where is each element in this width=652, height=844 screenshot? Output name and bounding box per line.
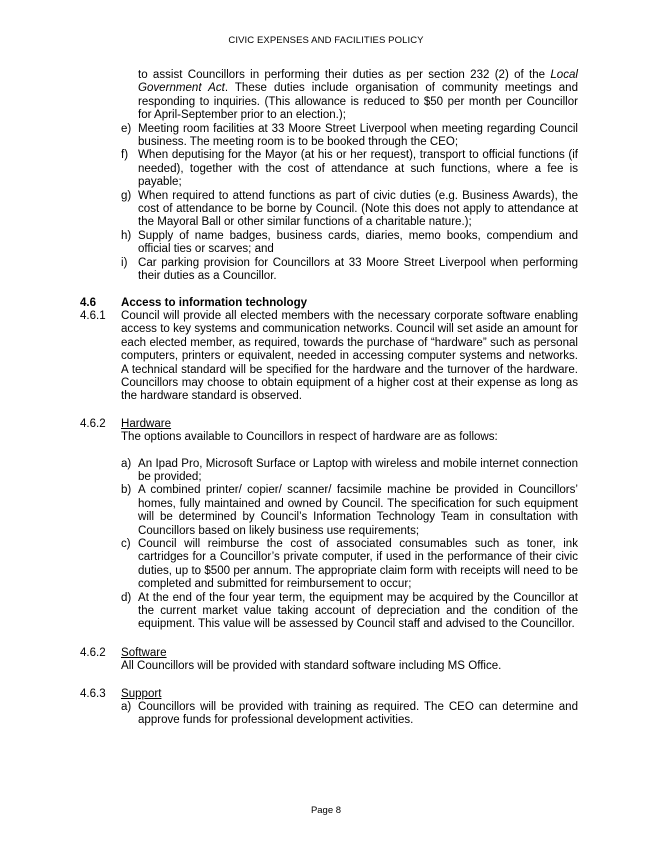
document-body (80, 69, 578, 728)
list-marker: f) (121, 149, 129, 162)
list-item: b) A combined printer/ copier/ scanner/ facsimile machine be provided in Councillors’ homes, fully maintained and owned by Council. The specification for such equipment will be determined by Council’s Information Technology Team in consultation with Councillors based on likely business use requirements; (121, 484, 578, 537)
page-number: Page 8 (310, 805, 342, 816)
list-marker: h) (121, 229, 132, 242)
clause-heading: Software (121, 646, 167, 659)
clause-4-6-1 (80, 310, 578, 404)
clause-heading: Hardware (121, 417, 172, 430)
list-item: d) At the end of the four year term, the equipment may be acquired by the Councillor at the current market value taking account of depreciation and the condition of the equipment. This value will be assessed by Council staff and advised to the Councillor. (121, 591, 578, 631)
section-title: Access to information technology (121, 296, 308, 309)
clause-4-6-2-hardware (80, 418, 578, 445)
clause-text: All Councillors will be provided with standard software including MS Office. (121, 660, 502, 673)
list-marker: g) (121, 189, 132, 202)
list-marker: c) (121, 538, 131, 550)
list-marker: a) (121, 457, 132, 470)
list-item: i) Car parking provision for Councillors at 33 Moore Street Liverpool when performing their duties as a Councillor. (121, 256, 578, 283)
list-marker: e) (121, 122, 132, 135)
section-number: 4.6 (80, 296, 97, 309)
act-name: Local Government Act (138, 69, 578, 95)
clause-number: 4.6.3 (80, 687, 106, 700)
clause-heading: Support (121, 687, 162, 700)
clause-text: Council will provide all elected members with the necessary corporate software enabling access to key systems and communication networks. Council will set aside an amount for each elected member, as required, towards the purchase of “hardware” such as personal computers, printers or equivalent, needed in accessing computer systems and networks. A technical standard will be specified for the hardware and the turnover of the hardware. Councillors may choose to obtain equipment of a higher cost at their expense as long as the hardware standard is observed. (121, 309, 578, 403)
clause-number: 4.6.1 (80, 309, 106, 322)
list-item: a) An Ipad Pro, Microsoft Surface or Laptop with wireless and mobile internet connection be provided; (121, 457, 578, 483)
list-marker: i) (121, 256, 128, 269)
list-item: c) Council will reimburse the cost of associated consumables such as toner, ink cartridges for a Councillor’s private computer, if used in the performance of their civic duties, up to $500 per annum. The appropriate claim form with receipts will need to be completed and submitted for reimbursement to occur; (121, 538, 578, 591)
list-item: a) Councillors will be provided with training as required. The CEO can determine and approve funds for professional development activities. (121, 701, 578, 727)
clause-4-6-3-support (80, 688, 578, 701)
clause-intro: The options available to Councillors in respect of hardware are as follows: (121, 431, 498, 444)
clause-4-6-2-software (80, 647, 578, 674)
clause-number: 4.6.2 (80, 646, 106, 659)
section-heading (80, 297, 578, 310)
list-marker: d) (121, 591, 132, 604)
running-header: CIVIC EXPENSES AND FACILITIES POLICY (228, 35, 424, 46)
continuation-paragraph: to assist Councillors in performing their duties as per section 232 (2) of the Local Government Act. These duties include organisation of community meetings and responding to inquiries. (This allowance is reduced to $50 per month per Councillor for April-September prior to an election.); (138, 69, 578, 122)
list-marker: b) (121, 484, 132, 497)
list-item: g) When required to attend functions as part of civic duties (e.g. Business Awards), the cost of attendance to be borne by Council. (Note this does not apply to attendance at the Mayoral Ball or other similar functions of a charitable nature.); (121, 189, 578, 229)
list-item: e) Meeting room facilities at 33 Moore Street Liverpool when meeting regarding Council business. The meeting room is to be booked through the CEO; (121, 122, 578, 149)
list-item: h) Supply of name badges, business cards, diaries, memo books, compendium and official ties or scarves; and (121, 229, 578, 256)
clause-number: 4.6.2 (80, 417, 106, 430)
list-item: f) When deputising for the Mayor (at his or her request), transport to official functions (if needed), together with the cost of attendance at such functions, where a fee is payable; (121, 149, 578, 189)
list-marker: a) (121, 701, 132, 714)
